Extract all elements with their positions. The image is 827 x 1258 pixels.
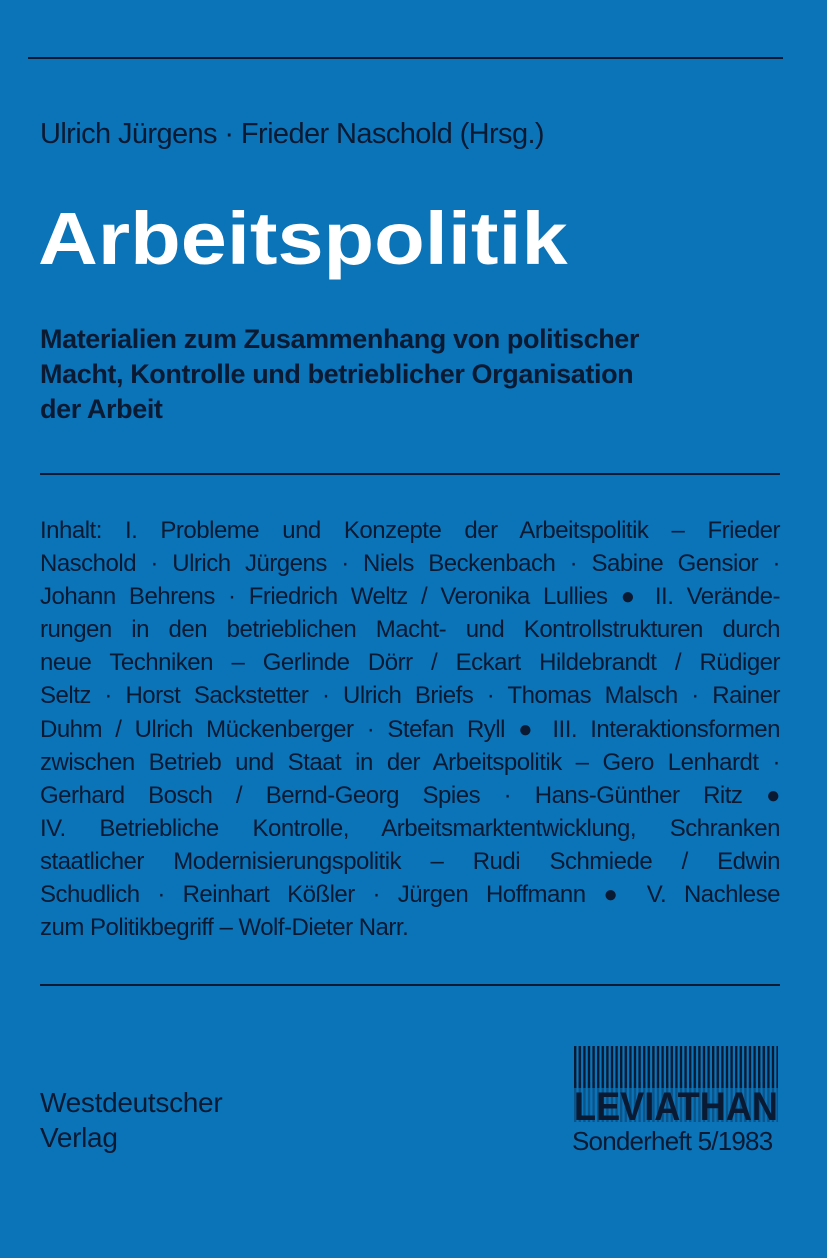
contents-line: neue Techniken – Gerlinde Dörr / Eckart Hildebrandt / Rüdiger bbox=[40, 649, 780, 677]
contents-line: staatlicher Modernisierungspolitik – Rudi Schmiede / Edwin bbox=[40, 847, 780, 875]
subtitle bbox=[40, 322, 800, 427]
contents-line: Johann Behrens · Friedrich Weltz / Veronika Lullies ● II. Verände- bbox=[40, 583, 780, 611]
authors: Ulrich Jürgens · Frieder Naschold (Hrsg.) bbox=[40, 118, 544, 150]
contents-line: Schudlich · Reinhart Kößler · Jürgen Hoffmann ● V. Nachlese bbox=[40, 881, 780, 909]
contents-line: Inhalt: I. Probleme und Konzepte der Arbeitspolitik – Frieder bbox=[40, 517, 780, 544]
publisher-line: Westdeutscher bbox=[40, 1087, 223, 1118]
contents-line: zwischen Betrieb und Staat in der Arbeitspolitik – Gero Lenhardt · bbox=[40, 748, 780, 776]
bottom-rule bbox=[40, 984, 780, 986]
contents-line: Gerhard Bosch / Bernd-Georg Spies · Hans-Günther Ritz ● bbox=[40, 781, 780, 809]
book-title: Arbeitspolitik bbox=[38, 197, 568, 280]
contents-line: Seltz · Horst Sackstetter · Ulrich Briefs · Thomas Malsch · Rainer bbox=[40, 682, 780, 710]
series-issue: Sonderheft 5/1983 bbox=[572, 1126, 773, 1156]
contents-line: rungen in den betrieblichen Macht- und Kontrollstrukturen durch bbox=[40, 616, 780, 644]
contents-line: Duhm / Ulrich Mückenberger · Stefan Ryll ● III. Interaktionsformen bbox=[40, 715, 780, 743]
top-rule bbox=[28, 57, 783, 59]
contents-line: zum Politikbegriff – Wolf-Dieter Narr. bbox=[40, 914, 409, 942]
subtitle-line: Macht, Kontrolle und betrieblicher Organisation bbox=[40, 359, 634, 389]
publisher bbox=[40, 1085, 222, 1155]
contents-line: Naschold · Ulrich Jürgens · Niels Beckenbach · Sabine Gensior · bbox=[40, 550, 780, 578]
subtitle-line: der Arbeit bbox=[40, 394, 163, 424]
table-of-contents bbox=[40, 514, 780, 944]
contents-line: IV. Betriebliche Kontrolle, Arbeitsmarktentwicklung, Schranken bbox=[40, 814, 780, 842]
subtitle-line: Materialien zum Zusammenhang von politischer bbox=[40, 324, 640, 354]
leviathan-logo bbox=[574, 1046, 778, 1122]
svg-text:LEVIATHAN: LEVIATHAN bbox=[574, 1085, 778, 1122]
middle-rule bbox=[40, 473, 780, 475]
publisher-line: Verlag bbox=[40, 1122, 118, 1153]
